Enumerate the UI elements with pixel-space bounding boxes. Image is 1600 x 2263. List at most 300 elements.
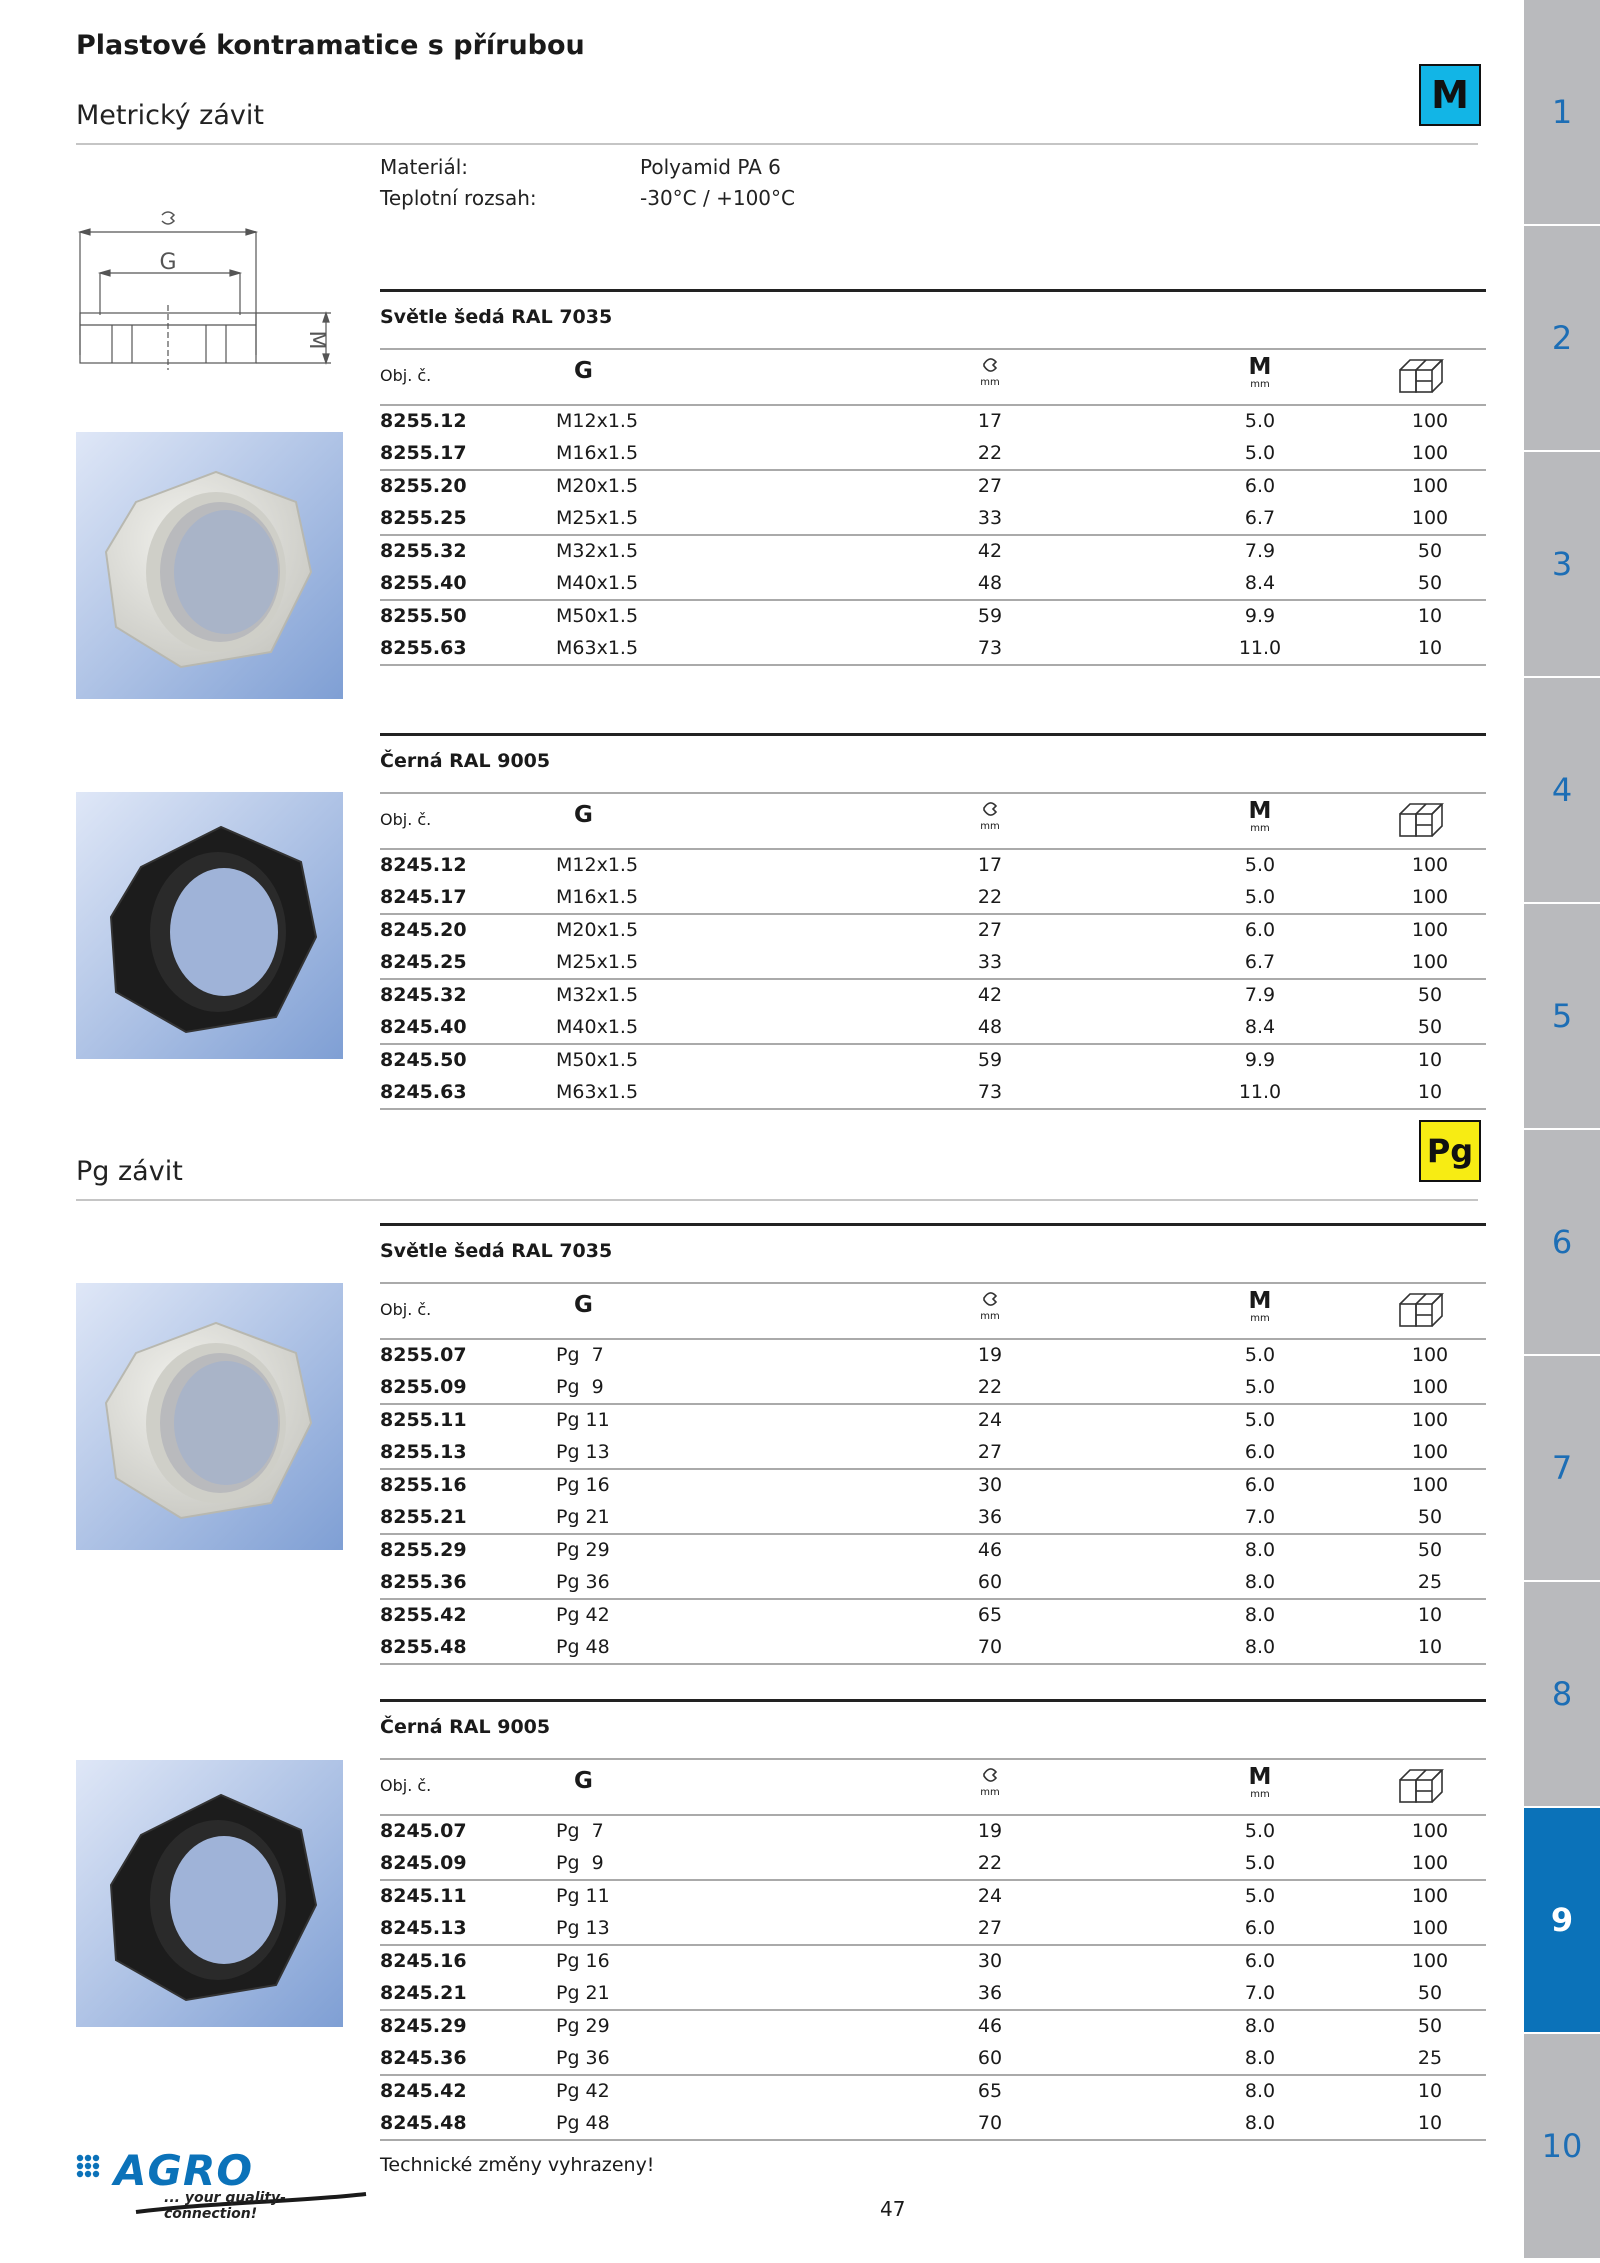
- table-row: [380, 947, 1486, 979]
- table-row: [380, 1944, 1486, 1978]
- cell-wrench-size: 27: [977, 919, 1003, 941]
- table-row: [380, 568, 1486, 600]
- wrench-size-icon: [979, 1766, 1001, 1784]
- cell-thread: M16x1.5: [556, 441, 639, 464]
- metric-thread-badge: M: [1419, 64, 1481, 126]
- cell-height: 5.0: [1244, 410, 1276, 432]
- section-rule: [76, 1199, 1478, 1201]
- cell-wrench-size: 22: [977, 1375, 1003, 1398]
- chapter-tab-8[interactable]: 8: [1524, 1582, 1600, 1806]
- cell-height: 5.0: [1244, 1851, 1276, 1874]
- table-caption: Světle šedá RAL 7035: [380, 306, 613, 328]
- table-row: [380, 406, 1486, 438]
- cell-wrench-size: 48: [977, 1015, 1003, 1038]
- cell-package-qty: 10: [1417, 605, 1443, 627]
- cell-height: 6.0: [1244, 1916, 1276, 1939]
- cell-thread: M12x1.5: [556, 410, 639, 432]
- cell-wrench-size: 30: [977, 1950, 1003, 1972]
- table-bottom-rule: [380, 664, 1486, 666]
- cell-thread: M25x1.5: [556, 950, 639, 973]
- table-row: [380, 1567, 1486, 1599]
- cell-thread: M25x1.5: [556, 506, 639, 529]
- cell-height: 8.4: [1244, 571, 1276, 594]
- table-row: [380, 850, 1486, 882]
- cell-thread: Pg 13: [556, 1916, 610, 1939]
- cell-height: 7.0: [1244, 1505, 1276, 1528]
- cell-order-number: 8245.11: [380, 1885, 467, 1907]
- table-row: [380, 1598, 1486, 1632]
- header-package-qty: [1398, 800, 1462, 844]
- product-table-grey-pg: [380, 1223, 1486, 1665]
- table-bottom-rule: [380, 1108, 1486, 1110]
- cell-thread: M63x1.5: [556, 1080, 639, 1103]
- cell-wrench-size: 27: [977, 1916, 1003, 1939]
- cell-height: 11.0: [1238, 1080, 1282, 1103]
- header-height-m: [1230, 354, 1290, 390]
- header-m-label: M: [1248, 1764, 1272, 1790]
- cell-package-qty: 100: [1411, 854, 1449, 876]
- cell-height: 8.0: [1244, 1539, 1276, 1561]
- cell-package-qty: 100: [1411, 1474, 1449, 1496]
- cell-package-qty: 100: [1411, 1440, 1449, 1463]
- chapter-tab-5[interactable]: 5: [1524, 904, 1600, 1128]
- cell-order-number: 8245.36: [380, 2046, 467, 2069]
- chapter-tab-10[interactable]: 10: [1524, 2034, 1600, 2258]
- cell-thread: Pg 11: [556, 1409, 610, 1431]
- cell-package-qty: 100: [1411, 1820, 1449, 1842]
- table-row: [380, 503, 1486, 535]
- cell-package-qty: 25: [1417, 1570, 1443, 1593]
- cell-wrench-size: 60: [977, 2046, 1003, 2069]
- cell-thread: Pg 29: [556, 1539, 610, 1561]
- cell-order-number: 8255.21: [380, 1505, 467, 1528]
- cell-height: 8.0: [1244, 1635, 1276, 1658]
- header-wrench-size: [960, 1290, 1020, 1322]
- header-thread-g: G: [574, 802, 593, 828]
- cell-height: 8.0: [1244, 2015, 1276, 2037]
- cell-package-qty: 100: [1411, 919, 1449, 941]
- header-m-label: M: [1248, 798, 1272, 824]
- table-row: [380, 1632, 1486, 1664]
- cell-thread: Pg 36: [556, 1570, 610, 1593]
- header-package-qty: [1398, 1290, 1462, 1334]
- cell-thread: M50x1.5: [556, 1049, 639, 1071]
- cell-package-qty: 50: [1417, 1505, 1443, 1528]
- cell-wrench-size: 22: [977, 885, 1003, 908]
- header-unit: mm: [980, 377, 1000, 388]
- chapter-tab-2[interactable]: 2: [1524, 226, 1600, 450]
- table-header: [380, 1282, 1486, 1340]
- cell-wrench-size: 19: [977, 1344, 1003, 1366]
- table-row: [380, 1043, 1486, 1077]
- wrench-size-icon: [979, 1290, 1001, 1308]
- cell-order-number: 8255.25: [380, 506, 467, 529]
- cell-package-qty: 100: [1411, 1344, 1449, 1366]
- cell-order-number: 8245.40: [380, 1015, 467, 1038]
- package-quantity-icon: [1398, 800, 1456, 840]
- cell-thread: M12x1.5: [556, 854, 639, 876]
- g-dimension-label: G: [159, 250, 177, 275]
- cell-order-number: 8245.63: [380, 1080, 467, 1103]
- cell-order-number: 8255.50: [380, 605, 467, 627]
- cell-order-number: 8255.12: [380, 410, 467, 432]
- table-row: [380, 1879, 1486, 1913]
- cell-height: 9.9: [1244, 1049, 1276, 1071]
- cell-wrench-size: 60: [977, 1570, 1003, 1593]
- table-row: [380, 1340, 1486, 1372]
- table-row: [380, 599, 1486, 633]
- table-row: [380, 1403, 1486, 1437]
- table-row: [380, 1913, 1486, 1945]
- cell-thread: M40x1.5: [556, 571, 639, 594]
- cell-thread: Pg 21: [556, 1505, 610, 1528]
- cell-wrench-size: 42: [977, 540, 1003, 562]
- cell-package-qty: 50: [1417, 1015, 1443, 1038]
- cell-order-number: 8245.07: [380, 1820, 467, 1842]
- cell-height: 8.0: [1244, 1570, 1276, 1593]
- cell-height: 7.0: [1244, 1981, 1276, 2004]
- cell-height: 8.0: [1244, 2080, 1276, 2102]
- table-row: [380, 469, 1486, 503]
- cell-thread: Pg 48: [556, 1635, 610, 1658]
- cell-wrench-size: 27: [977, 475, 1003, 497]
- cell-height: 5.0: [1244, 1344, 1276, 1366]
- cell-order-number: 8245.16: [380, 1950, 467, 1972]
- chapter-tab-6[interactable]: 6: [1524, 1130, 1600, 1354]
- footer-note: Technické změny vyhrazeny!: [380, 2154, 655, 2176]
- header-height-m: [1230, 1764, 1290, 1800]
- table-header: [380, 1758, 1486, 1816]
- header-unit: mm: [1250, 379, 1270, 390]
- material-value: Polyamid PA 6: [640, 155, 781, 179]
- product-table-black-metric: [380, 733, 1486, 1110]
- page-title: Plastové kontramatice s přírubou: [76, 30, 585, 61]
- table-row: [380, 534, 1486, 568]
- cell-wrench-size: 48: [977, 571, 1003, 594]
- cell-height: 5.0: [1244, 1409, 1276, 1431]
- cell-thread: M40x1.5: [556, 1015, 639, 1038]
- product-photo-black-pg: [76, 1760, 343, 2027]
- section-rule: [76, 143, 1478, 145]
- logo-wordmark: AGRO: [114, 2146, 254, 2195]
- cell-package-qty: 100: [1411, 506, 1449, 529]
- cell-wrench-size: 33: [977, 950, 1003, 973]
- header-wrench-size: [960, 356, 1020, 388]
- cell-thread: Pg 16: [556, 1950, 610, 1972]
- cell-height: 5.0: [1244, 854, 1276, 876]
- cell-thread: M20x1.5: [556, 475, 639, 497]
- cell-order-number: 8255.11: [380, 1409, 467, 1431]
- package-quantity-icon: [1398, 1766, 1456, 1806]
- table-row: [380, 2074, 1486, 2108]
- cell-order-number: 8255.20: [380, 475, 467, 497]
- header-thread-g: G: [574, 1768, 593, 1794]
- cell-thread: M50x1.5: [556, 605, 639, 627]
- page-number: 47: [880, 2197, 906, 2221]
- header-m-label: M: [1248, 1288, 1272, 1314]
- locknut-technical-drawing: [76, 205, 336, 375]
- cell-height: 5.0: [1244, 1375, 1276, 1398]
- table-row: [380, 1012, 1486, 1044]
- cell-order-number: 8245.09: [380, 1851, 467, 1874]
- cell-order-number: 8255.42: [380, 1604, 467, 1626]
- cell-height: 6.0: [1244, 1440, 1276, 1463]
- chapter-tab-4[interactable]: 4: [1524, 678, 1600, 902]
- table-caption: Černá RAL 9005: [380, 1716, 551, 1738]
- table-row: [380, 1468, 1486, 1502]
- header-thread-g: G: [574, 358, 593, 384]
- cell-package-qty: 100: [1411, 1375, 1449, 1398]
- chapter-tab-9[interactable]: 9: [1524, 1808, 1600, 2032]
- header-order-number: Obj. č.: [380, 810, 432, 829]
- table-bottom-rule: [380, 1663, 1486, 1665]
- table-row: [380, 1533, 1486, 1567]
- table-caption: Černá RAL 9005: [380, 750, 551, 772]
- m-dimension-label: M: [304, 330, 329, 350]
- section-title-metric: Metrický závit: [76, 100, 264, 131]
- cell-wrench-size: 46: [977, 1539, 1003, 1561]
- cell-thread: M20x1.5: [556, 919, 639, 941]
- table-header: [380, 348, 1486, 406]
- cell-thread: M32x1.5: [556, 540, 639, 562]
- cell-thread: Pg 29: [556, 2015, 610, 2037]
- chapter-tab-1[interactable]: 1: [1524, 0, 1600, 224]
- cell-package-qty: 100: [1411, 1916, 1449, 1939]
- cell-order-number: 8255.16: [380, 1474, 467, 1496]
- cell-wrench-size: 36: [977, 1981, 1003, 2004]
- cell-wrench-size: 22: [977, 1851, 1003, 1874]
- table-row: [380, 1502, 1486, 1534]
- cell-package-qty: 10: [1417, 636, 1443, 659]
- cell-package-qty: 50: [1417, 571, 1443, 594]
- package-quantity-icon: [1398, 356, 1456, 396]
- cell-height: 5.0: [1244, 1885, 1276, 1907]
- cell-wrench-size: 19: [977, 1820, 1003, 1842]
- cell-order-number: 8255.29: [380, 1539, 467, 1561]
- cell-wrench-size: 65: [977, 1604, 1003, 1626]
- table-row: [380, 2108, 1486, 2140]
- cell-wrench-size: 65: [977, 2080, 1003, 2102]
- cell-thread: M32x1.5: [556, 984, 639, 1006]
- cell-thread: Pg 7: [556, 1820, 604, 1842]
- temperature-label: Teplotní rozsah:: [380, 186, 537, 210]
- table-row: [380, 882, 1486, 914]
- cell-thread: Pg 9: [556, 1851, 604, 1874]
- cell-height: 5.0: [1244, 1820, 1276, 1842]
- cell-order-number: 8245.25: [380, 950, 467, 973]
- cell-thread: Pg 13: [556, 1440, 610, 1463]
- header-unit: mm: [980, 821, 1000, 832]
- header-order-number: Obj. č.: [380, 1300, 432, 1319]
- cell-wrench-size: 73: [977, 636, 1003, 659]
- cell-package-qty: 100: [1411, 1950, 1449, 1972]
- header-order-number: Obj. č.: [380, 1776, 432, 1795]
- cell-wrench-size: 59: [977, 1049, 1003, 1071]
- package-quantity-icon: [1398, 1290, 1456, 1330]
- product-table-grey-metric: [380, 289, 1486, 666]
- cell-height: 5.0: [1244, 441, 1276, 464]
- cell-order-number: 8245.17: [380, 885, 467, 908]
- section-title-pg: Pg závit: [76, 1156, 183, 1187]
- cell-order-number: 8245.29: [380, 2015, 467, 2037]
- cell-wrench-size: 42: [977, 984, 1003, 1006]
- cell-order-number: 8255.13: [380, 1440, 467, 1463]
- cell-package-qty: 50: [1417, 1539, 1443, 1561]
- cell-height: 6.0: [1244, 1474, 1276, 1496]
- cell-height: 6.0: [1244, 919, 1276, 941]
- cell-wrench-size: 17: [977, 854, 1003, 876]
- header-package-qty: [1398, 356, 1462, 400]
- header-unit: mm: [1250, 1313, 1270, 1324]
- cell-height: 7.9: [1244, 984, 1276, 1006]
- cell-height: 6.7: [1244, 950, 1276, 973]
- table-row: [380, 1077, 1486, 1109]
- pg-thread-badge: Pg: [1419, 1120, 1481, 1182]
- cell-package-qty: 10: [1417, 1635, 1443, 1658]
- table-row: [380, 1848, 1486, 1880]
- cell-wrench-size: 33: [977, 506, 1003, 529]
- cell-height: 9.9: [1244, 605, 1276, 627]
- table-header: [380, 792, 1486, 850]
- cell-order-number: 8255.32: [380, 540, 467, 562]
- cell-thread: Pg 48: [556, 2111, 610, 2134]
- table-row: [380, 1816, 1486, 1848]
- cell-wrench-size: 59: [977, 605, 1003, 627]
- header-unit: mm: [1250, 1789, 1270, 1800]
- cell-package-qty: 100: [1411, 1409, 1449, 1431]
- cell-height: 5.0: [1244, 885, 1276, 908]
- cell-wrench-size: 30: [977, 1474, 1003, 1496]
- cell-package-qty: 100: [1411, 1885, 1449, 1907]
- header-height-m: [1230, 798, 1290, 834]
- header-thread-g: G: [574, 1292, 593, 1318]
- cell-package-qty: 50: [1417, 540, 1443, 562]
- cell-height: 7.9: [1244, 540, 1276, 562]
- cell-height: 6.0: [1244, 475, 1276, 497]
- chapter-tab-7[interactable]: 7: [1524, 1356, 1600, 1580]
- cell-package-qty: 50: [1417, 2015, 1443, 2037]
- table-row: [380, 438, 1486, 470]
- table-row: [380, 978, 1486, 1012]
- temperature-value: -30°C / +100°C: [640, 186, 795, 210]
- table-row: [380, 2009, 1486, 2043]
- cell-package-qty: 50: [1417, 984, 1443, 1006]
- cell-order-number: 8245.12: [380, 854, 467, 876]
- table-row: [380, 2043, 1486, 2075]
- header-wrench-size: [960, 800, 1020, 832]
- material-label: Materiál:: [380, 155, 468, 179]
- cell-package-qty: 50: [1417, 1981, 1443, 2004]
- wrench-size-icon: [979, 800, 1001, 818]
- cell-package-qty: 10: [1417, 1604, 1443, 1626]
- chapter-tab-3[interactable]: 3: [1524, 452, 1600, 676]
- cell-package-qty: 100: [1411, 885, 1449, 908]
- cell-order-number: 8255.36: [380, 1570, 467, 1593]
- header-package-qty: [1398, 1766, 1462, 1810]
- cell-thread: Pg 9: [556, 1375, 604, 1398]
- cell-height: 8.0: [1244, 2046, 1276, 2069]
- cell-height: 6.0: [1244, 1950, 1276, 1972]
- cell-height: 8.0: [1244, 2111, 1276, 2134]
- cell-package-qty: 25: [1417, 2046, 1443, 2069]
- cell-package-qty: 10: [1417, 2111, 1443, 2134]
- cell-wrench-size: 36: [977, 1505, 1003, 1528]
- cell-height: 8.4: [1244, 1015, 1276, 1038]
- cell-order-number: 8255.17: [380, 441, 467, 464]
- cell-package-qty: 100: [1411, 1851, 1449, 1874]
- table-bottom-rule: [380, 2139, 1486, 2141]
- cell-order-number: 8245.42: [380, 2080, 467, 2102]
- cell-order-number: 8245.50: [380, 1049, 467, 1071]
- cell-height: 6.7: [1244, 506, 1276, 529]
- header-wrench-size: [960, 1766, 1020, 1798]
- table-row: [380, 913, 1486, 947]
- cell-thread: Pg 42: [556, 1604, 610, 1626]
- cell-order-number: 8245.20: [380, 919, 467, 941]
- header-height-m: [1230, 1288, 1290, 1324]
- cell-package-qty: 10: [1417, 1049, 1443, 1071]
- table-row: [380, 1978, 1486, 2010]
- table-row: [380, 633, 1486, 665]
- cell-order-number: 8245.21: [380, 1981, 467, 2004]
- cell-thread: Pg 7: [556, 1344, 604, 1366]
- agro-logo: [76, 2146, 376, 2232]
- cell-thread: M63x1.5: [556, 636, 639, 659]
- cell-wrench-size: 22: [977, 441, 1003, 464]
- cell-thread: M16x1.5: [556, 885, 639, 908]
- cell-order-number: 8255.63: [380, 636, 467, 659]
- cell-height: 11.0: [1238, 636, 1282, 659]
- cell-height: 8.0: [1244, 1604, 1276, 1626]
- logo-tagline: ... your quality-connection!: [164, 2190, 286, 2222]
- cell-thread: Pg 36: [556, 2046, 610, 2069]
- product-photo-grey-metric: [76, 432, 343, 699]
- cell-package-qty: 100: [1411, 950, 1449, 973]
- cell-package-qty: 10: [1417, 2080, 1443, 2102]
- cell-order-number: 8255.07: [380, 1344, 467, 1366]
- cell-order-number: 8245.32: [380, 984, 467, 1006]
- table-row: [380, 1372, 1486, 1404]
- cell-thread: Pg 42: [556, 2080, 610, 2102]
- cell-package-qty: 10: [1417, 1080, 1443, 1103]
- table-caption: Světle šedá RAL 7035: [380, 1240, 613, 1262]
- cell-order-number: 8255.09: [380, 1375, 467, 1398]
- product-photo-black-metric: [76, 792, 343, 1059]
- product-table-black-pg: [380, 1699, 1486, 2141]
- cell-thread: Pg 16: [556, 1474, 610, 1496]
- product-photo-grey-pg: [76, 1283, 343, 1550]
- cell-wrench-size: 46: [977, 2015, 1003, 2037]
- cell-wrench-size: 70: [977, 2111, 1003, 2134]
- cell-thread: Pg 21: [556, 1981, 610, 2004]
- header-m-label: M: [1248, 354, 1272, 380]
- header-unit: mm: [1250, 823, 1270, 834]
- cell-wrench-size: 17: [977, 410, 1003, 432]
- header-order-number: Obj. č.: [380, 366, 432, 385]
- cell-order-number: 8245.13: [380, 1916, 467, 1939]
- cell-package-qty: 100: [1411, 441, 1449, 464]
- cell-wrench-size: 73: [977, 1080, 1003, 1103]
- cell-wrench-size: 24: [977, 1885, 1003, 1907]
- cell-wrench-size: 27: [977, 1440, 1003, 1463]
- chapter-tabs: [1524, 0, 1600, 2263]
- cell-package-qty: 100: [1411, 475, 1449, 497]
- table-row: [380, 1437, 1486, 1469]
- cell-order-number: 8255.48: [380, 1635, 467, 1658]
- cell-wrench-size: 24: [977, 1409, 1003, 1431]
- cell-package-qty: 100: [1411, 410, 1449, 432]
- wrench-size-icon: [979, 356, 1001, 374]
